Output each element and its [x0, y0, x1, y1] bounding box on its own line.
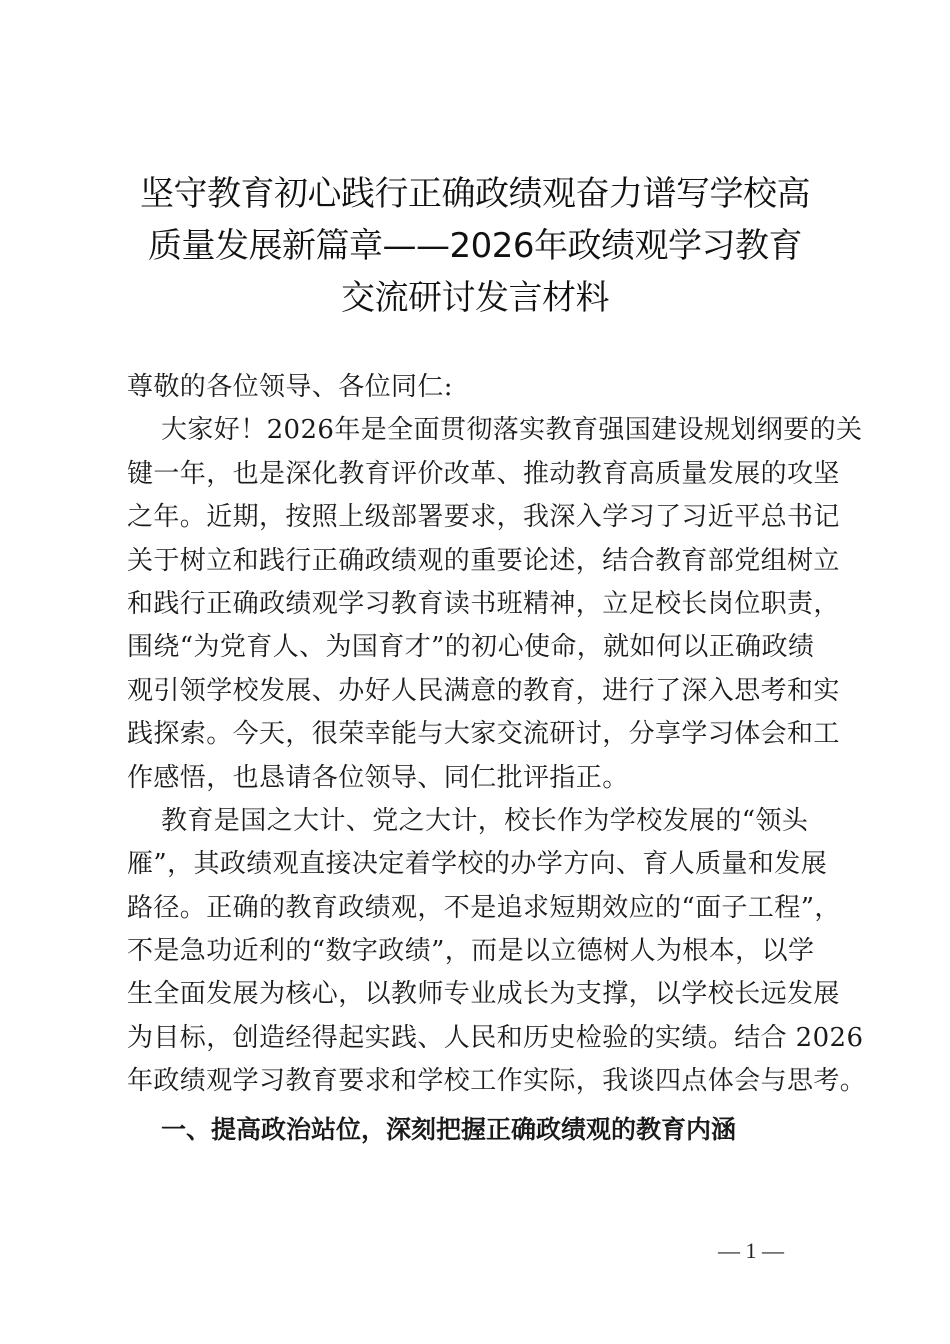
page-number: — 1 —: [718, 1238, 784, 1263]
paragraph-line: 教育是国之大计、党之大计，校长作为学校发展的“领头: [161, 805, 809, 836]
paragraph-line: 和践行正确政绩观学习教育读书班精神，立足校长岗位职责，: [127, 588, 840, 619]
paragraph-context: [127, 800, 867, 1104]
title-line: 质量发展新篇章——2026年政绩观学习教育: [147, 226, 803, 266]
paragraph-line: 观引领学校发展、办好人民满意的教育，进行了深入思考和实: [127, 675, 840, 706]
paragraph-line: 雁”，其政绩观直接决定着学校的办学方向、育人质量和发展: [127, 849, 828, 880]
paragraph-line: 键一年，也是深化教育评价改革、推动教育高质量发展的攻坚: [127, 458, 840, 489]
paragraph-line: 作感悟，也恳请各位领导、同仁批评指正。: [127, 762, 629, 793]
paragraph-intro: [127, 409, 863, 800]
section-heading: 一、提高政治站位，深刻把握正确政绩观的教育内涵: [161, 1114, 737, 1144]
document-body: [127, 366, 867, 1151]
paragraph-line: 年政绩观学习教育要求和学校工作实际，我谈四点体会与思考。: [127, 1066, 867, 1097]
title-line: 坚守教育初心践行正确政绩观奋力谱写学校高: [140, 174, 810, 214]
paragraph-line: 为目标，创造经得起实践、人民和历史检验的实绩。结合 2026: [127, 1022, 864, 1053]
salutation: 尊敬的各位领导、各位同仁:: [127, 372, 453, 402]
paragraph-line: 之年。近期，按照上级部署要求，我深入学习了习近平总书记: [127, 502, 840, 533]
paragraph-line: 大家好！2026年是全面贯彻落实教育强国建设规划纲要的关: [161, 415, 863, 446]
paragraph-line: 围绕“为党育人、为国育才”的初心使命，就如何以正确政绩: [127, 632, 815, 663]
paragraph-line: 践探索。今天，很荣幸能与大家交流研讨，分享学习体会和工: [127, 719, 840, 750]
paragraph-line: 不是急功近利的“数字政绩”，而是以立德树人为根本，以学: [127, 936, 815, 967]
document-title: [110, 168, 840, 324]
paragraph-line: 关于树立和践行正确政绩观的重要论述，结合教育部党组树立: [127, 545, 840, 576]
paragraph-line: 路径。正确的教育政绩观，不是追求短期效应的“面子工程”，: [127, 892, 841, 923]
paragraph-line: 生全面发展为核心，以教师专业成长为支撑，以学校长远发展: [127, 979, 840, 1010]
title-line: 交流研讨发言材料: [341, 278, 609, 318]
